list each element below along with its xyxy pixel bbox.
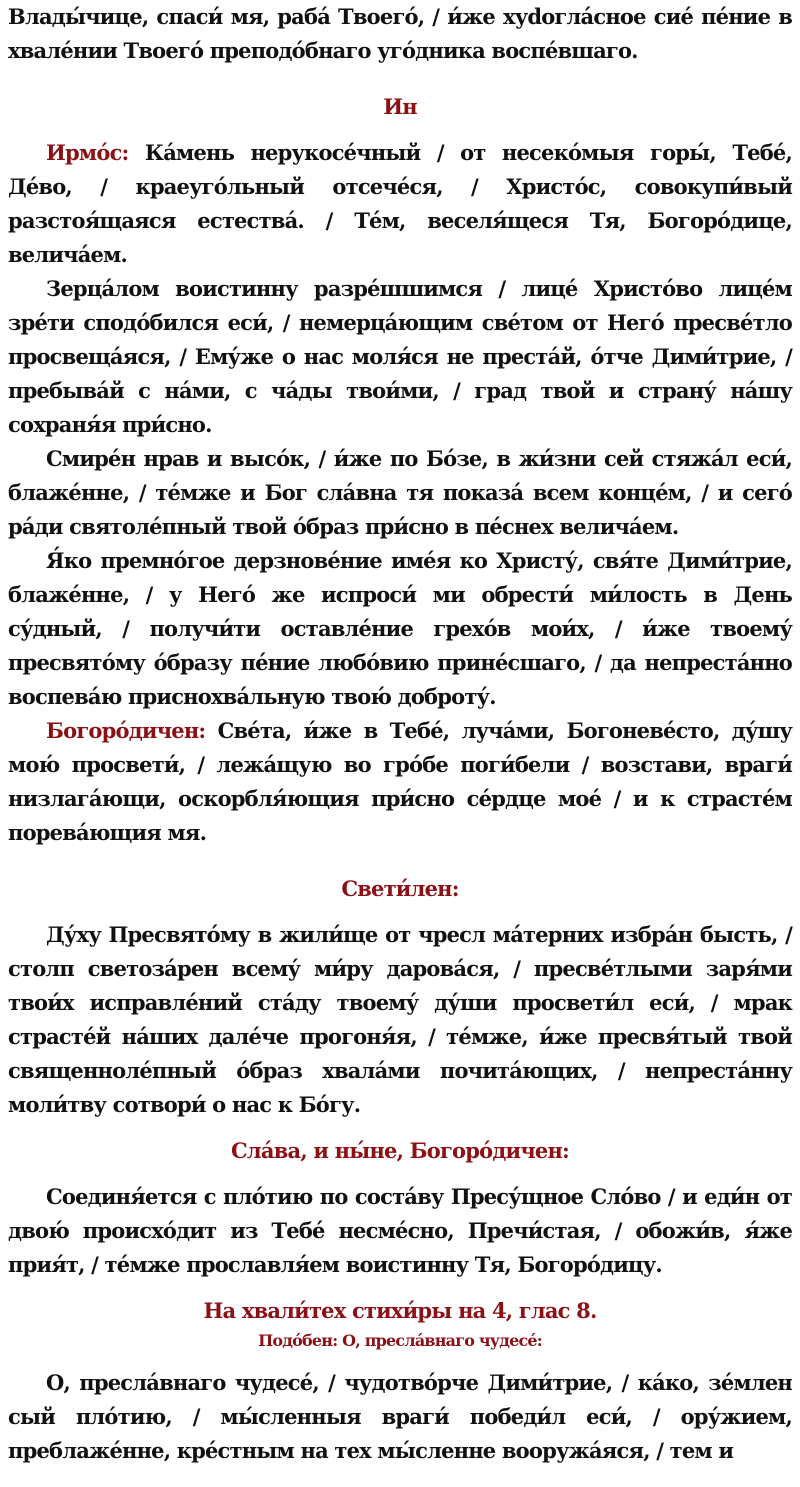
spacer bbox=[8, 1122, 792, 1134]
intro-paragraph: Влады́чице, спаси́ мя, раба́ Твоего́, / и́же хуdогла́сное сие́ пе́ние в хвале́нии Твоего́ преподо́бнаго уго́дника воспе́вшаго. bbox=[8, 4, 792, 63]
bogorodichen-paragraph bbox=[8, 714, 792, 850]
spacer bbox=[8, 850, 792, 872]
heading-hvalitekh: На хвали́тех стихи́ры на 4, глас 8. bbox=[203, 1298, 597, 1323]
bogorodichen-text: Све́та, и́же в Тебе́, луча́ми, Богоневе́сто, ду́шу мою́ просвети́, / лежа́щую во гро́бе поги́бели / возстави, враги́ низлага́ющи, оскорбля́ющия при́сно се́рдце мое́ / и к страсте́м порева́ющия мя. bbox=[8, 718, 792, 845]
irmos-text: Ка́мень нерукосе́чный / от несеко́мыя горы́, Тебе́, Де́во, / краеуго́льный отсече́ся, / Христо́с, совокупи́вый разстоя́щаяся естества́. / Те́м, веселя́щеся Тя, Богоро́дице, велича́ем. bbox=[8, 140, 792, 267]
troparion-2: Смире́н нрав и высо́к, / и́же по Бо́зе, в жи́зни сей стяжа́л еси́, блаже́нне, / те́мже и Бог сла́вна тя показа́ всем конце́м, / и сего́ ра́ди святоле́пный твой о́браз при́сно в пе́снех велича́ем. bbox=[8, 446, 792, 539]
bogorodichen-label: Богоро́дичен: bbox=[46, 718, 206, 743]
spacer bbox=[8, 68, 792, 90]
troparion-1: Зерца́лом воистинну разре́шшимся / лице́ Христо́во лице́м зре́ти сподо́бился еси́, / немерца́ющим све́том от Него́ пресве́тло просвеща́яся, / Ему́же о нас моля́ся не преста́й, о́тче Дими́трие, / пребыва́й с на́ми, с ча́ды твои́ми, / град твой и страну́ на́шу сохраня́я при́сно. bbox=[8, 276, 792, 437]
troparion-3: Я́ко премно́гое дерзнове́ние име́я ко Христу́, свя́те Дими́трие, блаже́нне, / у Него́ же испроси́ ми обрести́ ми́лость в День су́дный, / получи́ти оставле́ние грехо́в мои́х, / и́же твоему́ пресвято́му о́бразу пе́ние любо́вию прине́сшаго, / да непреста́нно воспева́ю присноxва́льную твою́ доброту́. bbox=[8, 548, 792, 709]
heading-slava: Сла́ва, и ны́не, Богоро́дичен: bbox=[231, 1138, 569, 1163]
spacer bbox=[8, 1354, 792, 1366]
liturgical-text-page bbox=[8, 0, 792, 1468]
spacer bbox=[8, 124, 792, 136]
heading-in: Ин bbox=[383, 94, 417, 119]
spacer bbox=[8, 1168, 792, 1180]
spacer bbox=[8, 906, 792, 918]
spacer bbox=[8, 1282, 792, 1294]
irmos-label: Ирмо́с: bbox=[46, 140, 129, 165]
heading-svetilen: Свети́лен: bbox=[341, 876, 459, 901]
stichera-paragraph: О, пресла́внаго чудесе́, / чудотво́рче Дими́трие, / ка́ко, зе́млен сый пло́тию, / мы́сленныя враги́ победи́л еси́, / ору́жием, преблаже́нне, кре́стным на тех мы́сленне вооружа́яся, / тем и bbox=[8, 1370, 792, 1463]
irmos-paragraph bbox=[8, 136, 792, 272]
svetilen-paragraph: Ду́ху Пресвято́му в жили́ще от чресл ма́терних избра́н бысть, / столп светоза́рен всему́ ми́ру дарова́ся, / пресве́тлыми заря́ми твои́х исправле́ний ста́ду твоему́ ду́ши просвети́л еси́, / мрак страсте́й на́ших дале́че прогоня́я, / те́мже, и́же пресвя́тый твой священноле́пный о́браз хвала́ми почита́ющих, / непреста́нну моли́тву сотвори́ о нас к Бо́гу. bbox=[8, 922, 792, 1117]
slava-paragraph: Соединя́ется с пло́тию по соста́ву Пресу́щное Сло́во / и еди́н от двою́ происхо́дит из Тебе́ несме́сно, Пречи́стая, / обожи́в, я́же прия́т, / те́мже прославля́ем воистинну Тя, Богоро́дицу. bbox=[8, 1184, 792, 1277]
podoben-rubric: Подо́бен: О, пресла́внаго чудесе́: bbox=[258, 1331, 542, 1350]
